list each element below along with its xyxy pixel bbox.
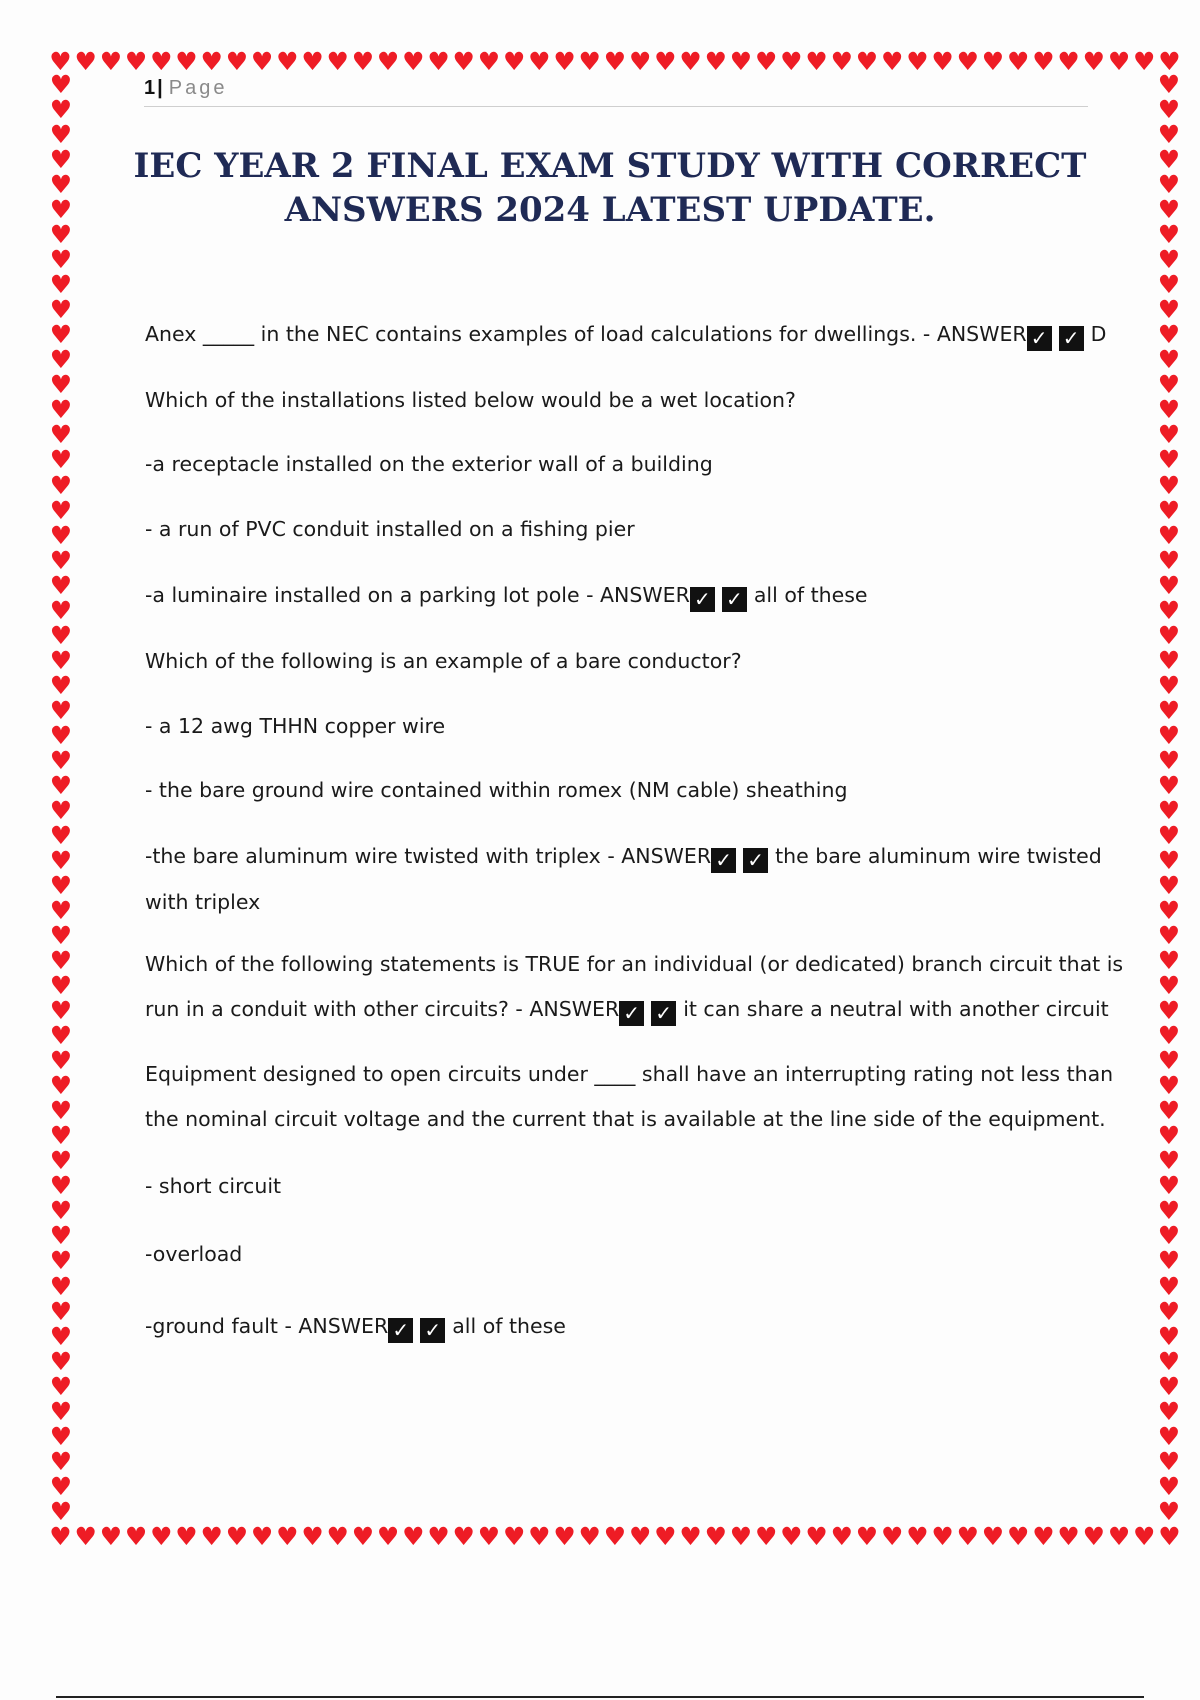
heart-icon: ♥ [855,48,879,74]
heart-border-right [1156,72,1182,1524]
heart-icon: ♥ [1157,1471,1181,1501]
heart-icon: ♥ [200,48,223,74]
question-line-branch-circuit: Which of the following statements is TRUE for an individual (or dedicated) branch circuit that is [145,952,1124,976]
heart-icon: ♥ [49,1121,73,1151]
heart-icon: ♥ [880,48,904,74]
answer-text: all of these [753,583,868,607]
heart-icon: ♥ [754,1523,778,1549]
heart-icon: ♥ [1107,1523,1131,1549]
answer-text: it can share a neutral with another circuit [683,997,1109,1021]
heart-icon: ♥ [49,545,73,575]
heart-icon: ♥ [452,48,475,74]
heart-icon: ♥ [1158,48,1181,74]
heart-icon: ♥ [49,770,73,800]
question-answer-line [145,995,1109,1026]
page-label: Page [168,77,228,99]
heart-icon: ♥ [49,670,73,700]
heart-icon: ♥ [553,48,576,74]
heart-icon: ♥ [477,48,501,74]
heart-icon: ♥ [805,48,828,74]
heart-icon: ♥ [780,48,803,74]
heart-icon: ♥ [427,48,450,74]
heart-icon: ♥ [1157,645,1181,675]
heart-icon: ♥ [1157,320,1181,350]
option-line: -a receptacle installed on the exterior wall of a building [145,452,713,476]
page-bottom-rule [56,1696,1144,1698]
heart-icon: ♥ [49,1146,73,1176]
heart-icon: ♥ [49,520,73,550]
heart-icon: ♥ [1157,670,1181,700]
heart-icon: ♥ [1157,95,1181,125]
heart-icon: ♥ [49,695,73,725]
checkmark-icon: ✓ [722,587,747,612]
heart-icon: ♥ [49,1446,73,1476]
heart-icon: ♥ [49,1096,73,1126]
heart-icon: ♥ [1157,921,1181,951]
heart-icon: ♥ [49,170,73,200]
heart-icon: ♥ [49,270,73,300]
heart-icon: ♥ [1157,495,1181,525]
heart-icon: ♥ [931,48,954,74]
heart-icon: ♥ [931,1523,954,1549]
heart-icon: ♥ [1157,370,1181,400]
heart-icon: ♥ [376,1523,400,1549]
heart-icon: ♥ [124,1523,148,1549]
option-line: - the bare ground wire contained within romex (NM cable) sheathing [145,778,848,802]
heart-icon: ♥ [99,48,123,74]
heart-icon: ♥ [402,48,425,74]
heart-border-left [48,72,74,1524]
heart-icon: ♥ [1007,1523,1030,1549]
heart-icon: ♥ [49,946,73,976]
heart-icon: ♥ [1032,48,1055,74]
heart-icon: ♥ [1157,295,1181,325]
heart-icon: ♥ [49,795,73,825]
heart-icon: ♥ [1157,795,1181,825]
heart-icon: ♥ [225,48,249,74]
heart-icon: ♥ [402,1523,425,1549]
heart-icon: ♥ [49,445,73,475]
heart-icon: ♥ [49,495,73,525]
heart-icon: ♥ [1157,245,1181,275]
heart-icon: ♥ [956,48,980,74]
heart-icon: ♥ [49,1246,73,1276]
heart-icon: ♥ [1157,570,1181,600]
heart-icon: ♥ [49,570,73,600]
option-answer-line [145,1312,566,1343]
heart-icon: ♥ [780,1523,803,1549]
option-text: -a luminaire installed on a parking lot pole - ANSWER [145,583,690,607]
heart-icon: ♥ [1157,695,1181,725]
heart-icon: ♥ [427,1523,450,1549]
option-text: -the bare aluminum wire twisted with triplex - ANSWER [145,844,712,868]
heart-icon: ♥ [301,1523,324,1549]
question-line-bare-conductor: Which of the following is an example of a bare conductor? [145,649,742,673]
heart-icon: ♥ [906,48,929,74]
heart-icon: ♥ [1157,1371,1181,1401]
heart-icon: ♥ [49,820,73,850]
heart-icon: ♥ [49,720,73,750]
title-line-2: ANSWERS 2024 LATEST UPDATE. [284,190,936,230]
heart-icon: ♥ [49,1523,72,1549]
heart-icon: ♥ [477,1523,501,1549]
heart-icon: ♥ [830,48,853,74]
heart-icon: ♥ [1157,971,1181,1001]
heart-icon: ♥ [528,48,551,74]
heart-icon: ♥ [679,1523,702,1549]
heart-icon: ♥ [1157,470,1181,500]
heart-icon: ♥ [603,1523,627,1549]
heart-icon: ♥ [578,1523,601,1549]
heart-icon: ♥ [1157,896,1181,926]
heart-icon: ♥ [628,48,652,74]
heart-icon: ♥ [754,48,778,74]
page-separator: | [157,77,163,99]
heart-icon: ♥ [502,48,526,74]
heart-icon: ♥ [502,1523,526,1549]
heart-icon: ♥ [1157,1396,1181,1426]
heart-icon: ♥ [1157,1221,1181,1251]
heart-icon: ♥ [1157,1071,1181,1101]
heart-icon: ♥ [1133,48,1156,74]
heart-icon: ♥ [1157,520,1181,550]
heart-icon: ♥ [49,1221,73,1251]
question-line-wet-location: Which of the installations listed below would be a wet location? [145,388,796,412]
heart-icon: ♥ [1157,345,1181,375]
heart-icon: ♥ [49,1371,73,1401]
heart-icon: ♥ [49,1346,73,1376]
heart-icon: ♥ [175,1523,198,1549]
heart-icon: ♥ [49,595,73,625]
heart-icon: ♥ [1157,420,1181,450]
checkmark-icon: ✓ [743,848,768,873]
checkmark-icon: ✓ [619,1001,644,1026]
option-answer-line [145,842,1102,873]
option-line: - a 12 awg THHN copper wire [145,714,446,738]
checkmark-icon: ✓ [651,1001,676,1026]
heart-icon: ♥ [452,1523,475,1549]
heart-icon: ♥ [301,48,324,74]
heart-icon: ♥ [49,1021,73,1051]
answer-text: the bare aluminum wire twisted [775,844,1102,868]
heart-icon: ♥ [49,745,73,775]
heart-icon: ♥ [1157,1146,1181,1176]
heart-icon: ♥ [729,1523,753,1549]
heart-icon: ♥ [1157,845,1181,875]
heart-icon: ♥ [49,871,73,900]
heart-icon: ♥ [1157,620,1181,650]
heart-icon: ♥ [578,48,601,74]
heart-icon: ♥ [150,1523,173,1549]
heart-icon: ♥ [1057,1523,1080,1549]
heart-icon: ♥ [200,1523,223,1549]
heart-icon: ♥ [49,971,73,1001]
heart-icon: ♥ [553,1523,576,1549]
heart-icon: ♥ [49,1046,73,1076]
heart-icon: ♥ [981,48,1005,74]
heart-icon: ♥ [1157,1271,1181,1301]
page-number: 1 [144,77,156,99]
heart-icon: ♥ [704,48,727,74]
checkmark-icon: ✓ [711,848,736,873]
answer-text: all of these [452,1314,566,1338]
heart-icon: ♥ [124,48,148,74]
heart-icon: ♥ [1082,1523,1106,1549]
heart-icon: ♥ [1157,120,1181,150]
heart-icon: ♥ [49,295,73,325]
heart-icon: ♥ [1157,1246,1181,1276]
heart-icon: ♥ [1157,72,1181,99]
heart-border-bottom [48,1523,1182,1549]
heart-icon: ♥ [1157,1021,1181,1051]
checkmark-icon: ✓ [388,1318,413,1343]
title-line-1: IEC YEAR 2 FINAL EXAM STUDY WITH CORRECT [133,146,1087,186]
heart-icon: ♥ [49,245,73,275]
heart-icon: ♥ [1157,195,1181,225]
heart-icon: ♥ [654,48,677,74]
heart-icon: ♥ [1057,48,1080,74]
heart-icon: ♥ [528,1523,551,1549]
heart-icon: ♥ [1157,170,1181,200]
heart-icon: ♥ [49,320,73,350]
heart-icon: ♥ [351,1523,375,1549]
heart-icon: ♥ [276,1523,299,1549]
answer-text: D [1090,322,1107,346]
heart-icon: ♥ [1157,1096,1181,1126]
heart-icon: ♥ [49,845,73,875]
heart-icon: ♥ [1157,1046,1181,1076]
heart-icon: ♥ [150,48,173,74]
heart-icon: ♥ [906,1523,929,1549]
heart-icon: ♥ [49,620,73,650]
heart-icon: ♥ [1157,145,1181,175]
heart-icon: ♥ [704,1523,727,1549]
heart-icon: ♥ [175,48,198,74]
option-answer-line [145,581,868,612]
heart-icon: ♥ [49,95,73,125]
heart-icon: ♥ [49,645,73,675]
heart-icon: ♥ [49,1321,73,1351]
question-text: Anex _____ in the NEC contains examples of load calculations for dwellings. - ANSWER [145,322,1027,346]
heart-icon: ♥ [1157,1446,1181,1476]
heart-icon: ♥ [49,420,73,450]
heart-icon: ♥ [250,1523,274,1549]
option-line: -overload [145,1242,243,1266]
heart-icon: ♥ [74,48,97,74]
question-line-continuation: the nominal circuit voltage and the current that is available at the line side of the equipment. [145,1107,1106,1131]
heart-icon: ♥ [49,370,73,400]
heart-icon: ♥ [1157,220,1181,250]
heart-icon: ♥ [49,220,73,250]
heart-icon: ♥ [49,1296,73,1326]
heart-icon: ♥ [49,1496,73,1524]
heart-icon: ♥ [49,1271,73,1301]
heart-icon: ♥ [654,1523,677,1549]
heart-icon: ♥ [880,1523,904,1549]
heart-icon: ♥ [855,1523,879,1549]
heart-icon: ♥ [49,195,73,225]
checkmark-icon: ✓ [420,1318,445,1343]
heart-icon: ♥ [276,48,299,74]
heart-icon: ♥ [1157,445,1181,475]
heart-icon: ♥ [49,395,73,425]
heart-icon: ♥ [326,1523,349,1549]
page-header [144,74,1088,107]
heart-icon: ♥ [729,48,753,74]
heart-icon: ♥ [225,1523,249,1549]
heart-icon: ♥ [1133,1523,1156,1549]
question-line-anex [145,320,1106,351]
heart-icon: ♥ [49,120,73,150]
heart-icon: ♥ [49,921,73,951]
heart-icon: ♥ [1157,395,1181,425]
heart-icon: ♥ [1157,1196,1181,1226]
heart-icon: ♥ [1107,48,1131,74]
checkmark-icon: ✓ [690,587,715,612]
heart-icon: ♥ [49,1421,73,1451]
heart-icon: ♥ [49,996,73,1026]
heart-icon: ♥ [326,48,349,74]
heart-icon: ♥ [1157,820,1181,850]
heart-icon: ♥ [830,1523,853,1549]
heart-icon: ♥ [603,48,627,74]
heart-icon: ♥ [49,1171,73,1201]
option-text: -ground fault - ANSWER [145,1314,389,1338]
checkmark-icon: ✓ [1027,326,1052,351]
heart-icon: ♥ [1157,595,1181,625]
option-line: - a run of PVC conduit installed on a fishing pier [145,517,635,541]
heart-icon: ♥ [49,1071,73,1101]
option-line: - short circuit [145,1174,282,1198]
heart-icon: ♥ [1157,1421,1181,1451]
answer-continuation-line: with triplex [145,890,261,914]
heart-icon: ♥ [1157,946,1181,976]
heart-icon: ♥ [49,1471,73,1501]
checkmark-icon: ✓ [1059,326,1084,351]
heart-icon: ♥ [99,1523,123,1549]
heart-icon: ♥ [1157,720,1181,750]
heart-icon: ♥ [49,896,73,926]
heart-border-top [48,48,1182,74]
heart-icon: ♥ [74,1523,97,1549]
heart-icon: ♥ [49,470,73,500]
heart-icon: ♥ [956,1523,980,1549]
question-line-interrupting-rating: Equipment designed to open circuits under ____ shall have an interrupting rating not less than [145,1062,1114,1086]
heart-icon: ♥ [1157,1121,1181,1151]
heart-icon: ♥ [1157,1296,1181,1326]
heart-icon: ♥ [1157,545,1181,575]
heart-icon: ♥ [1157,1496,1181,1524]
heart-icon: ♥ [49,48,72,74]
heart-icon: ♥ [49,1196,73,1226]
heart-icon: ♥ [628,1523,652,1549]
heart-icon: ♥ [49,72,73,99]
heart-icon: ♥ [1157,770,1181,800]
heart-icon: ♥ [1082,48,1106,74]
heart-icon: ♥ [805,1523,828,1549]
heart-icon: ♥ [1158,1523,1181,1549]
question-text: run in a conduit with other circuits? - ANSWER [145,997,620,1021]
heart-icon: ♥ [1032,1523,1055,1549]
heart-icon: ♥ [49,345,73,375]
heart-icon: ♥ [1157,1321,1181,1351]
heart-icon: ♥ [981,1523,1005,1549]
heart-icon: ♥ [49,1396,73,1426]
heart-icon: ♥ [679,48,702,74]
heart-icon: ♥ [49,145,73,175]
heart-icon: ♥ [250,48,274,74]
document-title [130,144,1090,232]
heart-icon: ♥ [351,48,375,74]
heart-icon: ♥ [1157,745,1181,775]
heart-icon: ♥ [1157,996,1181,1026]
heart-icon: ♥ [1157,270,1181,300]
heart-icon: ♥ [376,48,400,74]
heart-icon: ♥ [1157,1346,1181,1376]
heart-icon: ♥ [1157,1171,1181,1201]
heart-icon: ♥ [1157,871,1181,900]
heart-icon: ♥ [1007,48,1030,74]
